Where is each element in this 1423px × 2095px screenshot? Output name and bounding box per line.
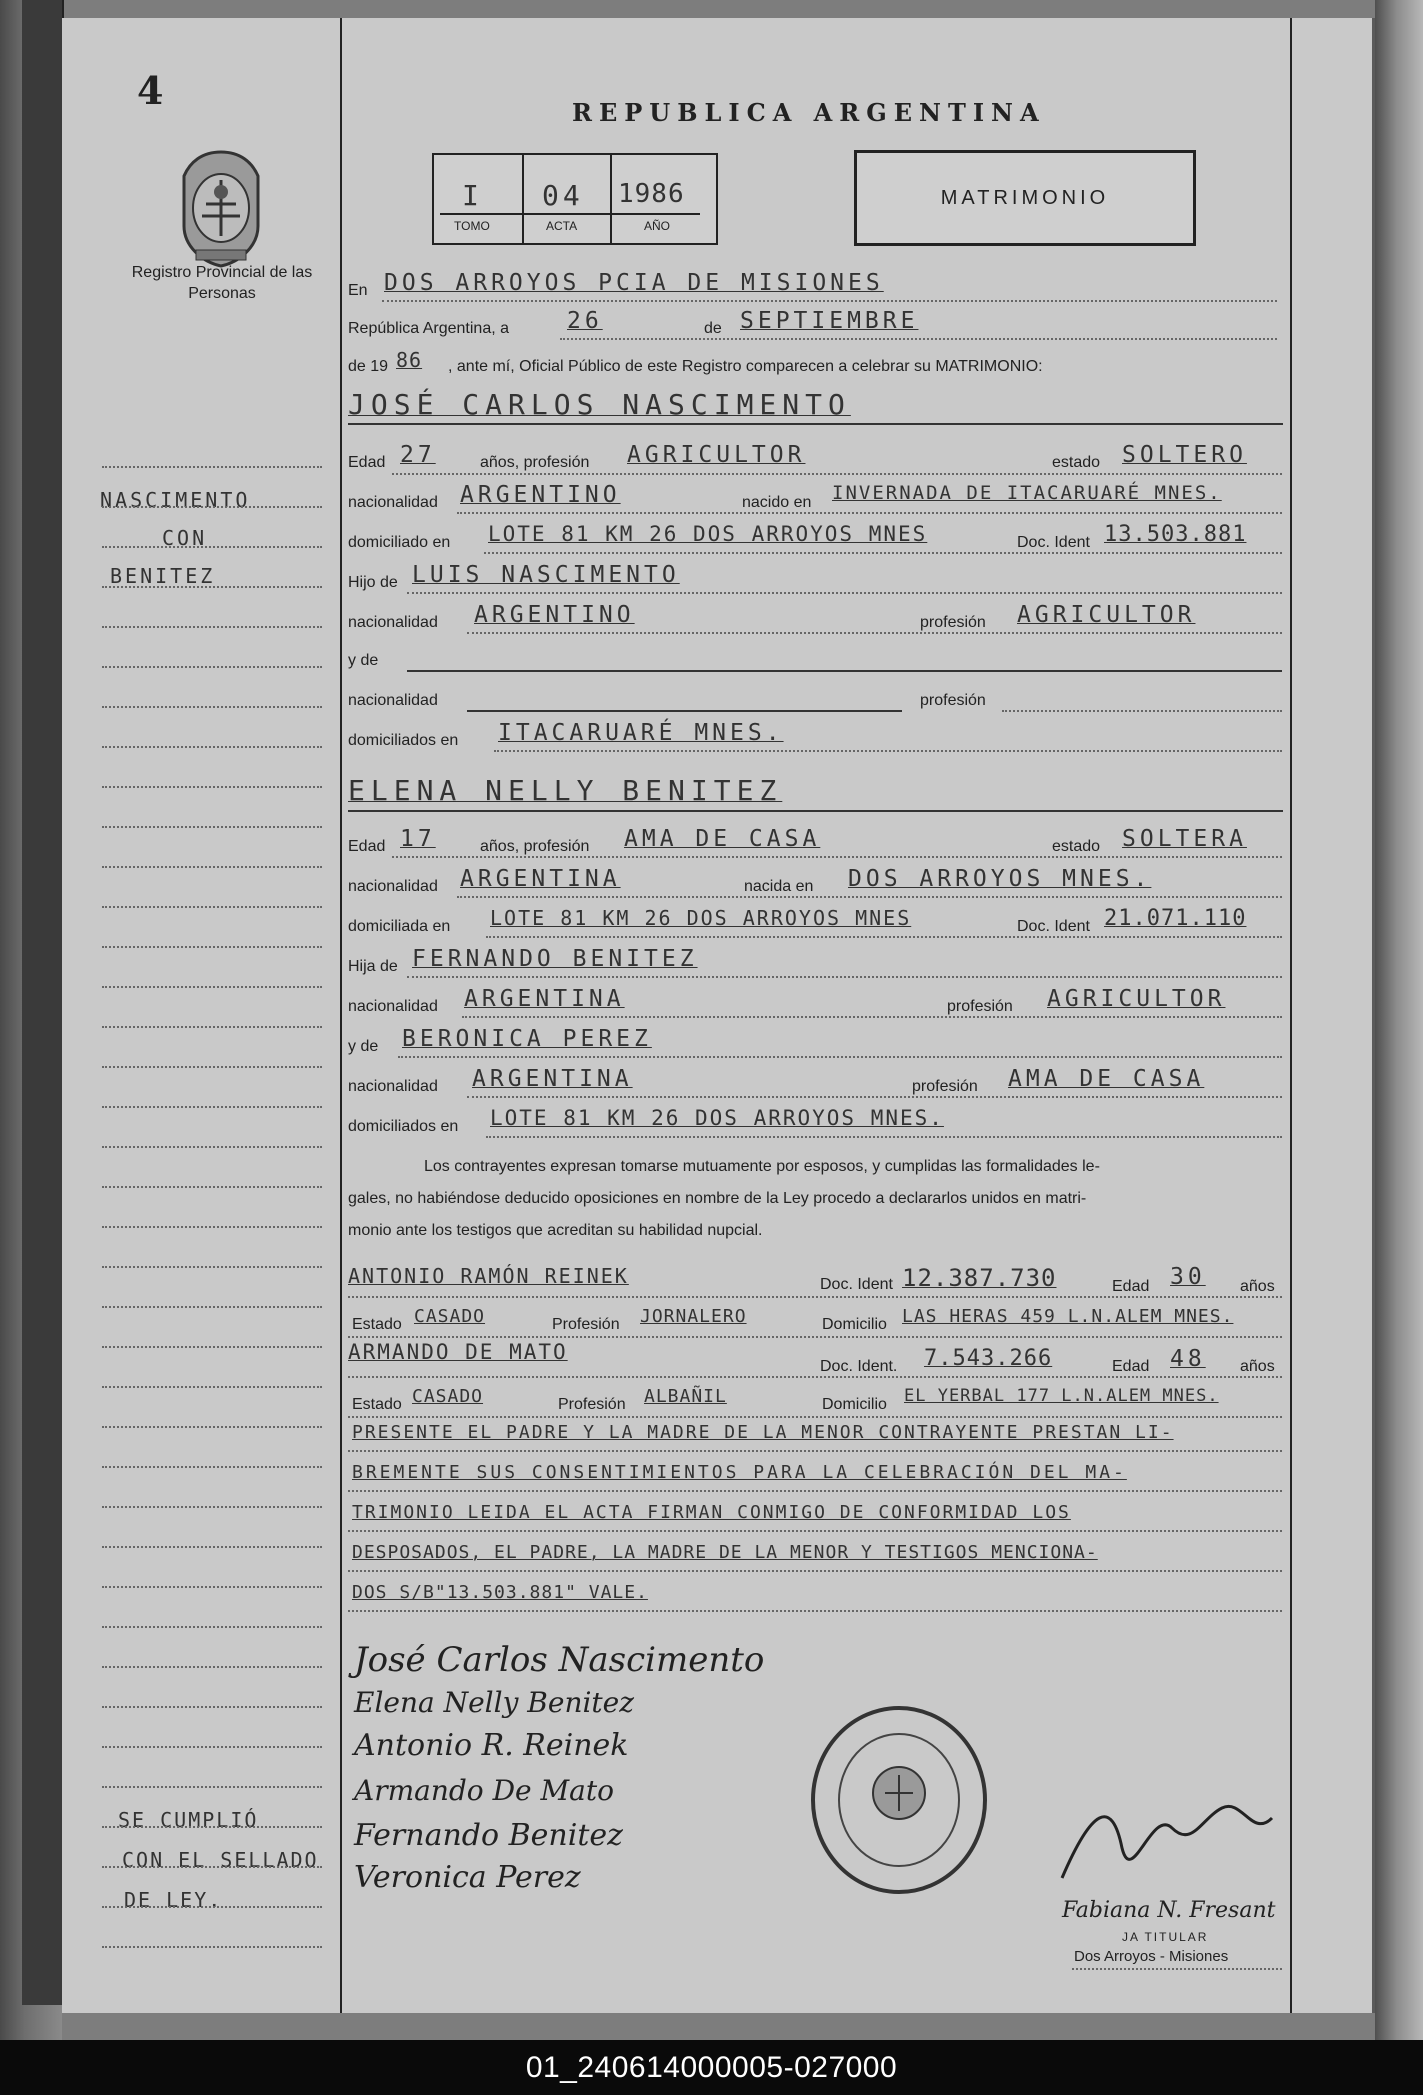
official-role: JA TITULAR <box>1122 1930 1209 1944</box>
witness1-profession: JORNALERO <box>640 1306 747 1327</box>
official-stamp-icon <box>807 1703 992 1898</box>
bride-mother-label: y de <box>348 1038 379 1055</box>
groom-father-label: Hijo de <box>348 574 398 591</box>
groom-birthplace: INVERNADA DE ITACARUARÉ MNES. <box>832 482 1222 504</box>
page-number: 4 <box>137 68 164 113</box>
bride-father-nac-label: nacionalidad <box>348 998 438 1015</box>
witness1-age: 30 <box>1170 1264 1206 1290</box>
margin-rule <box>102 786 322 788</box>
margin-note-line-2: CON <box>162 526 208 550</box>
record-page <box>62 18 1375 2013</box>
seal-note-line-3: DE LEY. <box>124 1888 223 1912</box>
groom-profession: AGRICULTOR <box>627 442 806 468</box>
scan-id-footer: 01_240614000005-027000 <box>0 2040 1423 2095</box>
bride-estado: SOLTERA <box>1122 826 1247 852</box>
note-line-5: DOS S/B"13.503.881" VALE. <box>352 1582 648 1603</box>
margin-note-line-1: NASCIMENTO <box>100 488 251 512</box>
witness2-age: 48 <box>1170 1346 1206 1372</box>
bride-father-nac: ARGENTINA <box>464 986 625 1012</box>
margin-rule <box>102 506 322 508</box>
witness1-years: años <box>1240 1278 1275 1295</box>
country-header: REPUBLICA ARGENTINA <box>572 98 1046 127</box>
margin-rule <box>102 1906 322 1908</box>
groom-father: LUIS NASCIMENTO <box>412 562 680 588</box>
margin-rule <box>102 1386 322 1388</box>
seal-note-line-2: CON EL SELLADO <box>122 1848 319 1872</box>
record-number-box <box>432 153 718 245</box>
note-line-2: BREMENTE SUS CONSENTIMIENTOS PARA LA CELEBRACIÓN DEL MA- <box>352 1462 1127 1483</box>
groom-parents-dom: ITACARUARÉ MNES. <box>498 720 784 746</box>
margin-rule <box>102 706 322 708</box>
bride-prof-label: años, profesión <box>480 838 590 855</box>
groom-father-nac-label: nacionalidad <box>348 614 438 631</box>
margin-rule <box>102 866 322 868</box>
margin-rule <box>102 1306 322 1308</box>
bride-mother: BERONICA PEREZ <box>402 1026 652 1052</box>
margin-rule <box>102 1426 322 1428</box>
margin-rule <box>102 666 322 668</box>
bride-father: FERNANDO BENITEZ <box>412 946 698 972</box>
day-value: 26 <box>567 308 603 334</box>
signature-witness1: Antonio R. Reinek <box>354 1728 629 1763</box>
margin-rule <box>102 1746 322 1748</box>
witness1-age-label: Edad <box>1112 1278 1150 1295</box>
groom-mother-nac-label: nacionalidad <box>348 692 438 709</box>
bride-domicile: LOTE 81 KM 26 DOS ARROYOS MNES <box>490 906 912 930</box>
margin-rule <box>102 1466 322 1468</box>
seal-note-line-1: SE CUMPLIÓ <box>118 1808 259 1832</box>
margin-rule <box>102 906 322 908</box>
groom-mother-label: y de <box>348 652 379 669</box>
margin-rule <box>102 1666 322 1668</box>
witness1-name: ANTONIO RAMÓN REINEK <box>348 1264 629 1288</box>
witness2-estado-label: Estado <box>352 1396 402 1413</box>
witness1-prof-label: Profesión <box>552 1316 620 1333</box>
right-border <box>1290 18 1292 2013</box>
de-label: de <box>704 320 722 337</box>
bride-nac-label: nacionalidad <box>348 878 438 895</box>
declaration-line-3: monio ante los testigos que acreditan su habilidad nupcial. <box>348 1222 763 1239</box>
witness2-domicile: EL YERBAL 177 L.N.ALEM MNES. <box>904 1386 1219 1406</box>
bride-estado-label: estado <box>1052 838 1101 855</box>
margin-rule <box>102 546 322 548</box>
margin-rule <box>102 1506 322 1508</box>
witness1-doc: 12.387.730 <box>902 1264 1057 1292</box>
groom-father-prof: AGRICULTOR <box>1017 602 1196 628</box>
margin-rule <box>102 1826 322 1828</box>
provincial-crest-icon <box>172 146 270 270</box>
margin-rule <box>102 1866 322 1868</box>
signature-bride: Elena Nelly Benitez <box>354 1686 634 1719</box>
signature-father: Fernando Benitez <box>354 1818 623 1853</box>
margin-rule <box>102 986 322 988</box>
declaration-line-1: Los contrayentes expresan tomarse mutuamente por esposos, y cumplidas las formalidades le- <box>424 1158 1100 1175</box>
republica-label: República Argentina, a <box>348 320 509 337</box>
witness2-age-label: Edad <box>1112 1358 1150 1375</box>
groom-name: JOSÉ CARLOS NASCIMENTO <box>348 388 851 421</box>
bride-father-prof-label: profesión <box>947 998 1013 1015</box>
official-signature-mark <box>1052 1788 1282 1898</box>
margin-divider <box>340 18 342 2013</box>
margin-rule <box>102 626 322 628</box>
margin-rule <box>102 1546 322 1548</box>
month-value: SEPTIEMBRE <box>740 308 919 334</box>
groom-parents-dom-label: domiciliados en <box>348 732 459 749</box>
groom-age-label: Edad <box>348 454 386 471</box>
groom-prof-label: años, profesión <box>480 454 590 471</box>
acta-value: 04 <box>542 179 584 212</box>
bride-father-label: Hija de <box>348 958 398 975</box>
bride-parents-dom: LOTE 81 KM 26 DOS ARROYOS MNES. <box>490 1106 944 1130</box>
margin-rule <box>102 1706 322 1708</box>
margin-rule <box>102 746 322 748</box>
year-prefix: de 19 <box>348 358 389 375</box>
bride-mother-prof-label: profesión <box>912 1078 978 1095</box>
witness2-years: años <box>1240 1358 1275 1375</box>
margin-rule <box>102 946 322 948</box>
groom-father-prof-label: profesión <box>920 614 986 631</box>
margin-rule <box>102 1026 322 1028</box>
place-value: DOS ARROYOS PCIA DE MISIONES <box>384 270 884 296</box>
witness1-estado: CASADO <box>414 1306 486 1327</box>
groom-estado-label: estado <box>1052 454 1101 471</box>
witness1-dom-label: Domicilio <box>822 1316 887 1333</box>
en-label: En <box>348 282 368 299</box>
groom-nationality: ARGENTINO <box>460 482 621 508</box>
tomo-label: TOMO <box>454 219 490 233</box>
signature-mother: Veronica Perez <box>354 1860 581 1895</box>
witness2-dom-label: Domicilio <box>822 1396 887 1413</box>
witness2-estado: CASADO <box>412 1386 484 1407</box>
witness2-prof-label: Profesión <box>558 1396 626 1413</box>
witness1-estado-label: Estado <box>352 1316 402 1333</box>
groom-born-label: nacido en <box>742 494 812 511</box>
bride-age-label: Edad <box>348 838 386 855</box>
witness1-doc-label: Doc. Ident <box>820 1276 893 1293</box>
bride-nationality: ARGENTINA <box>460 866 621 892</box>
bride-profession: AMA DE CASA <box>624 826 821 852</box>
ano-label: AÑO <box>644 219 671 233</box>
appear-text: , ante mí, Oficial Público de este Registro comparecen a celebrar su MATRIMONIO: <box>448 358 1043 375</box>
year-suffix: 86 <box>396 348 423 372</box>
groom-doc-label: Doc. Ident <box>1017 534 1090 551</box>
margin-rule <box>102 1146 322 1148</box>
margin-rule <box>102 1586 322 1588</box>
tomo-value: I <box>462 179 483 212</box>
book-binding <box>22 0 64 2005</box>
margin-rule <box>102 1066 322 1068</box>
margin-note-line-3: BENITEZ <box>110 564 216 588</box>
bride-born-label: nacida en <box>744 878 814 895</box>
groom-age: 27 <box>400 442 436 468</box>
margin-rule <box>102 466 322 468</box>
bride-father-prof: AGRICULTOR <box>1047 986 1226 1012</box>
bride-age: 17 <box>400 826 436 852</box>
bride-name: ELENA NELLY BENITEZ <box>348 774 783 807</box>
margin-rule <box>102 1946 322 1948</box>
margin-rule <box>102 1106 322 1108</box>
bride-mother-nac-label: nacionalidad <box>348 1078 438 1095</box>
official-office: Dos Arroyos - Misiones <box>1074 1948 1229 1965</box>
bride-parents-dom-label: domiciliados en <box>348 1118 459 1135</box>
record-type-box: MATRIMONIO <box>854 150 1196 246</box>
ano-value: 1986 <box>618 179 685 209</box>
bride-birthplace: DOS ARROYOS MNES. <box>848 866 1152 892</box>
registry-label: Registro Provincial de las Personas <box>131 264 313 302</box>
margin-rule <box>102 1186 322 1188</box>
groom-estado: SOLTERO <box>1122 442 1247 468</box>
bride-doc-label: Doc. Ident <box>1017 918 1090 935</box>
note-line-1: PRESENTE EL PADRE Y LA MADRE DE LA MENOR CONTRAYENTE PRESTAN LI- <box>352 1422 1174 1443</box>
declaration-line-2: gales, no habiéndose deducido oposiciones en nombre de la Ley procedo a declararlos unidos en matri- <box>348 1190 1087 1207</box>
margin-rule <box>102 1266 322 1268</box>
groom-father-nac: ARGENTINO <box>474 602 635 628</box>
groom-mother-prof-label: profesión <box>920 692 986 709</box>
groom-doc: 13.503.881 <box>1104 522 1247 547</box>
groom-domicile: LOTE 81 KM 26 DOS ARROYOS MNES <box>488 522 928 546</box>
margin-rule <box>102 1786 322 1788</box>
margin-rule <box>102 1346 322 1348</box>
witness2-doc: 7.543.266 <box>924 1346 1053 1371</box>
groom-nac-label: nacionalidad <box>348 494 438 511</box>
note-line-4: DESPOSADOS, EL PADRE, LA MADRE DE LA MENOR Y TESTIGOS MENCIONA- <box>352 1542 1098 1563</box>
witness2-doc-label: Doc. Ident. <box>820 1358 898 1375</box>
margin-rule <box>102 1226 322 1228</box>
groom-dom-label: domiciliado en <box>348 534 451 551</box>
signature-witness2: Armando De Mato <box>354 1774 614 1807</box>
official-signature: Fabiana N. Fresant <box>1062 1898 1276 1923</box>
note-line-3: TRIMONIO LEIDA EL ACTA FIRMAN CONMIGO DE CONFORMIDAD LOS <box>352 1502 1071 1523</box>
witness2-name: ARMANDO DE MATO <box>348 1340 568 1364</box>
adjacent-page-edge <box>1375 0 1423 2040</box>
acta-label: ACTA <box>546 219 578 233</box>
margin-rule <box>102 1626 322 1628</box>
signature-groom: José Carlos Nascimento <box>354 1640 765 1680</box>
bride-mother-nac: ARGENTINA <box>472 1066 633 1092</box>
bride-doc: 21.071.110 <box>1104 906 1247 931</box>
bride-mother-prof: AMA DE CASA <box>1008 1066 1205 1092</box>
margin-rule <box>102 826 322 828</box>
bride-dom-label: domiciliada en <box>348 918 451 935</box>
margin-rule <box>102 586 322 588</box>
witness1-domicile: LAS HERAS 459 L.N.ALEM MNES. <box>902 1306 1234 1327</box>
witness2-profession: ALBAÑIL <box>644 1386 727 1407</box>
